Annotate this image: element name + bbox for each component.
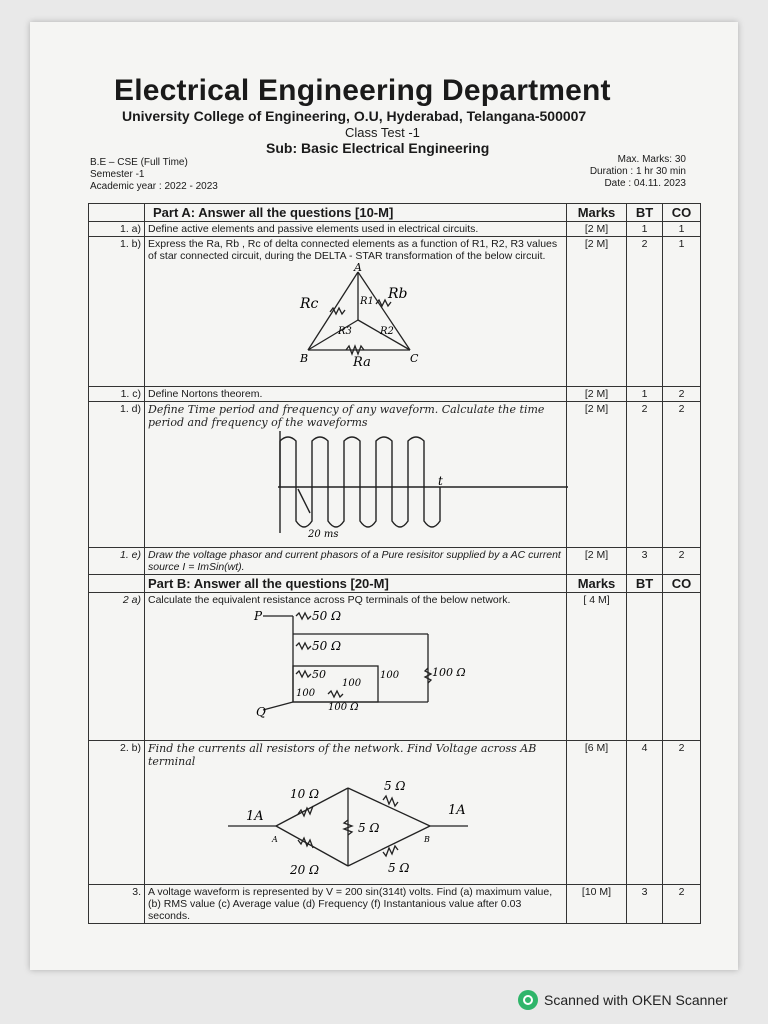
question-co [663, 593, 701, 741]
terminal-q-wire [263, 702, 293, 710]
question-cell [145, 237, 567, 387]
terminal-q-label: Q [256, 705, 266, 719]
output-current-label: 1A [448, 803, 466, 818]
question-cell [145, 402, 567, 548]
part-a-header-row [89, 204, 701, 222]
period-label: 20 ms [308, 529, 339, 540]
terminal-p-label: P [254, 609, 263, 623]
question-text: Draw the voltage phasor and current phasors of a Pure resisitor supplied by a AC current source I = ImSin(wt). [145, 548, 567, 575]
exam-date: Date : 04.11. 2023 [604, 178, 686, 189]
question-row [89, 237, 701, 387]
department-title: Electrical Engineering Department [114, 74, 611, 107]
bt-header: BT [627, 204, 663, 222]
question-text: Calculate the equivalent resistance across PQ terminals of the below network. [148, 594, 511, 606]
bt-header: BT [627, 575, 663, 593]
node-b-label: B [424, 835, 430, 844]
college-name: University College of Engineering, O.U, Hyderabad, Telangana-500007 [122, 108, 587, 124]
question-co: 1 [663, 237, 701, 387]
question-bt: 1 [627, 222, 663, 237]
resistor-label: 20 Ω [290, 863, 320, 877]
question-row [89, 741, 701, 885]
question-number: 1. c) [89, 387, 145, 402]
subject-label: Sub: Basic Electrical Engineering [266, 140, 490, 156]
question-marks: [2 M] [567, 548, 627, 575]
question-text: A voltage waveform is represented by V = 200 sin(314t) volts. Find (a) maximum value, (b) RMS value (c) Average value (d) Frequency (f) Instantanious value after 0.03 seconds. [145, 885, 567, 924]
r1-label: R1 [360, 296, 374, 307]
question-bt: 1 [627, 387, 663, 402]
question-text: Define Time period and frequency of any waveform. Calculate the time period and frequency of the waveforms [148, 403, 545, 429]
node-c-label: C [410, 352, 419, 365]
node-b-label: B [300, 352, 309, 365]
r3-label: R3 [338, 326, 352, 337]
rb-label: Rb [388, 286, 408, 302]
question-number: 1. b) [89, 237, 145, 387]
resistor-label: 100 Ω [432, 666, 466, 679]
resistor-zigzag [296, 613, 311, 619]
co-header: CO [663, 575, 701, 593]
delta-side-ab [358, 272, 410, 350]
resistor-zigzag [296, 643, 311, 649]
question-text: Express the Ra, Rb , Rc of delta connected elements as a function of R1, R2, R3 values of star connected circuit, during the DELTA - STAR transformation of the below circuit. [148, 238, 558, 262]
resistor-label: 50 Ω [312, 609, 342, 623]
question-row [89, 402, 701, 548]
part-b-header-row [89, 575, 701, 593]
resistor-label: 50 Ω [312, 639, 342, 653]
question-row [89, 593, 701, 741]
question-number: 3. [89, 885, 145, 924]
scanner-logo-icon [518, 990, 538, 1010]
delta-star-circuit-diagram [148, 261, 448, 370]
time-axis-label: t [438, 474, 443, 488]
max-marks: Max. Marks: 30 [617, 154, 686, 165]
marks-header: Marks [567, 204, 627, 222]
question-co: 2 [663, 387, 701, 402]
question-marks: [2 M] [567, 387, 627, 402]
resistor-label: 10 Ω [290, 787, 320, 801]
period-pointer [298, 489, 310, 513]
part-a-title: Part A: Answer all the questions [10-M] [145, 204, 567, 222]
question-cell [145, 593, 567, 741]
resistor-label: 100 [296, 688, 316, 699]
question-cell [145, 741, 567, 885]
question-row [89, 548, 701, 575]
ra-label: Ra [353, 355, 371, 370]
resistor-zigzag [383, 796, 398, 806]
question-marks: [10 M] [567, 885, 627, 924]
resistor-network-pq [148, 606, 466, 719]
question-number: 2. b) [89, 741, 145, 885]
r2-label: R2 [380, 326, 394, 337]
question-text: Find the currents all resistors of the network. Find Voltage across AB terminal [148, 742, 537, 768]
question-co: 2 [663, 548, 701, 575]
semester: Semester -1 [90, 169, 145, 180]
co-header: CO [663, 204, 701, 222]
question-marks: [ 4 M] [567, 593, 627, 741]
question-row [89, 387, 701, 402]
question-marks: [6 M] [567, 741, 627, 885]
node-a-label: A [272, 835, 278, 844]
question-number: 1. a) [89, 222, 145, 237]
exam-meta-left [90, 157, 218, 193]
waveform-diagram [148, 429, 448, 541]
question-number: 1. e) [89, 548, 145, 575]
resistor-label: 5 Ω [384, 779, 406, 793]
question-co: 2 [663, 402, 701, 548]
question-table [88, 203, 701, 924]
part-b-title: Part B: Answer all the questions [20-M] [145, 575, 567, 593]
resistor-label: 5 Ω [388, 861, 410, 875]
scanner-text: Scanned with OKEN Scanner [544, 992, 728, 1008]
exam-meta-right [590, 154, 686, 190]
question-number: 1. d) [89, 402, 145, 548]
square-waveform [280, 437, 440, 527]
question-co: 2 [663, 885, 701, 924]
question-bt: 2 [627, 237, 663, 387]
rc-label: Rc [300, 296, 319, 312]
question-text: Define Nortons theorem. [145, 387, 567, 402]
question-bt: 4 [627, 741, 663, 885]
resistor-zigzag [328, 691, 343, 697]
resistor-label: 100 Ω [328, 702, 359, 713]
question-bt: 3 [627, 548, 663, 575]
exam-sheet [30, 22, 738, 970]
resistor-zigzag [296, 671, 311, 677]
question-co: 2 [663, 741, 701, 885]
question-marks: [2 M] [567, 402, 627, 548]
question-text: Define active elements and passive elements used in electrical circuits. [145, 222, 567, 237]
resistor-label: 5 Ω [358, 821, 380, 835]
question-bt [627, 593, 663, 741]
class-test-label: Class Test -1 [345, 125, 420, 140]
duration: Duration : 1 hr 30 min [589, 166, 686, 177]
question-number: 2 a) [89, 593, 145, 741]
node-a-label: A [354, 261, 362, 274]
program: B.E – CSE (Full Time) [90, 157, 188, 168]
question-co: 1 [663, 222, 701, 237]
resistor-network-ab [148, 768, 478, 880]
resistor-label: 100 [380, 670, 400, 681]
question-bt: 2 [627, 402, 663, 548]
academic-year: Academic year : 2022 - 2023 [90, 181, 218, 192]
resistor-label: 100 [342, 678, 362, 689]
question-row [89, 222, 701, 237]
question-bt: 3 [627, 885, 663, 924]
scanner-watermark [518, 990, 728, 1010]
question-marks: [2 M] [567, 222, 627, 237]
marks-header: Marks [567, 575, 627, 593]
input-current-label: 1A [246, 809, 264, 824]
question-marks: [2 M] [567, 237, 627, 387]
question-row [89, 885, 701, 924]
resistor-label: 50 [312, 668, 326, 681]
